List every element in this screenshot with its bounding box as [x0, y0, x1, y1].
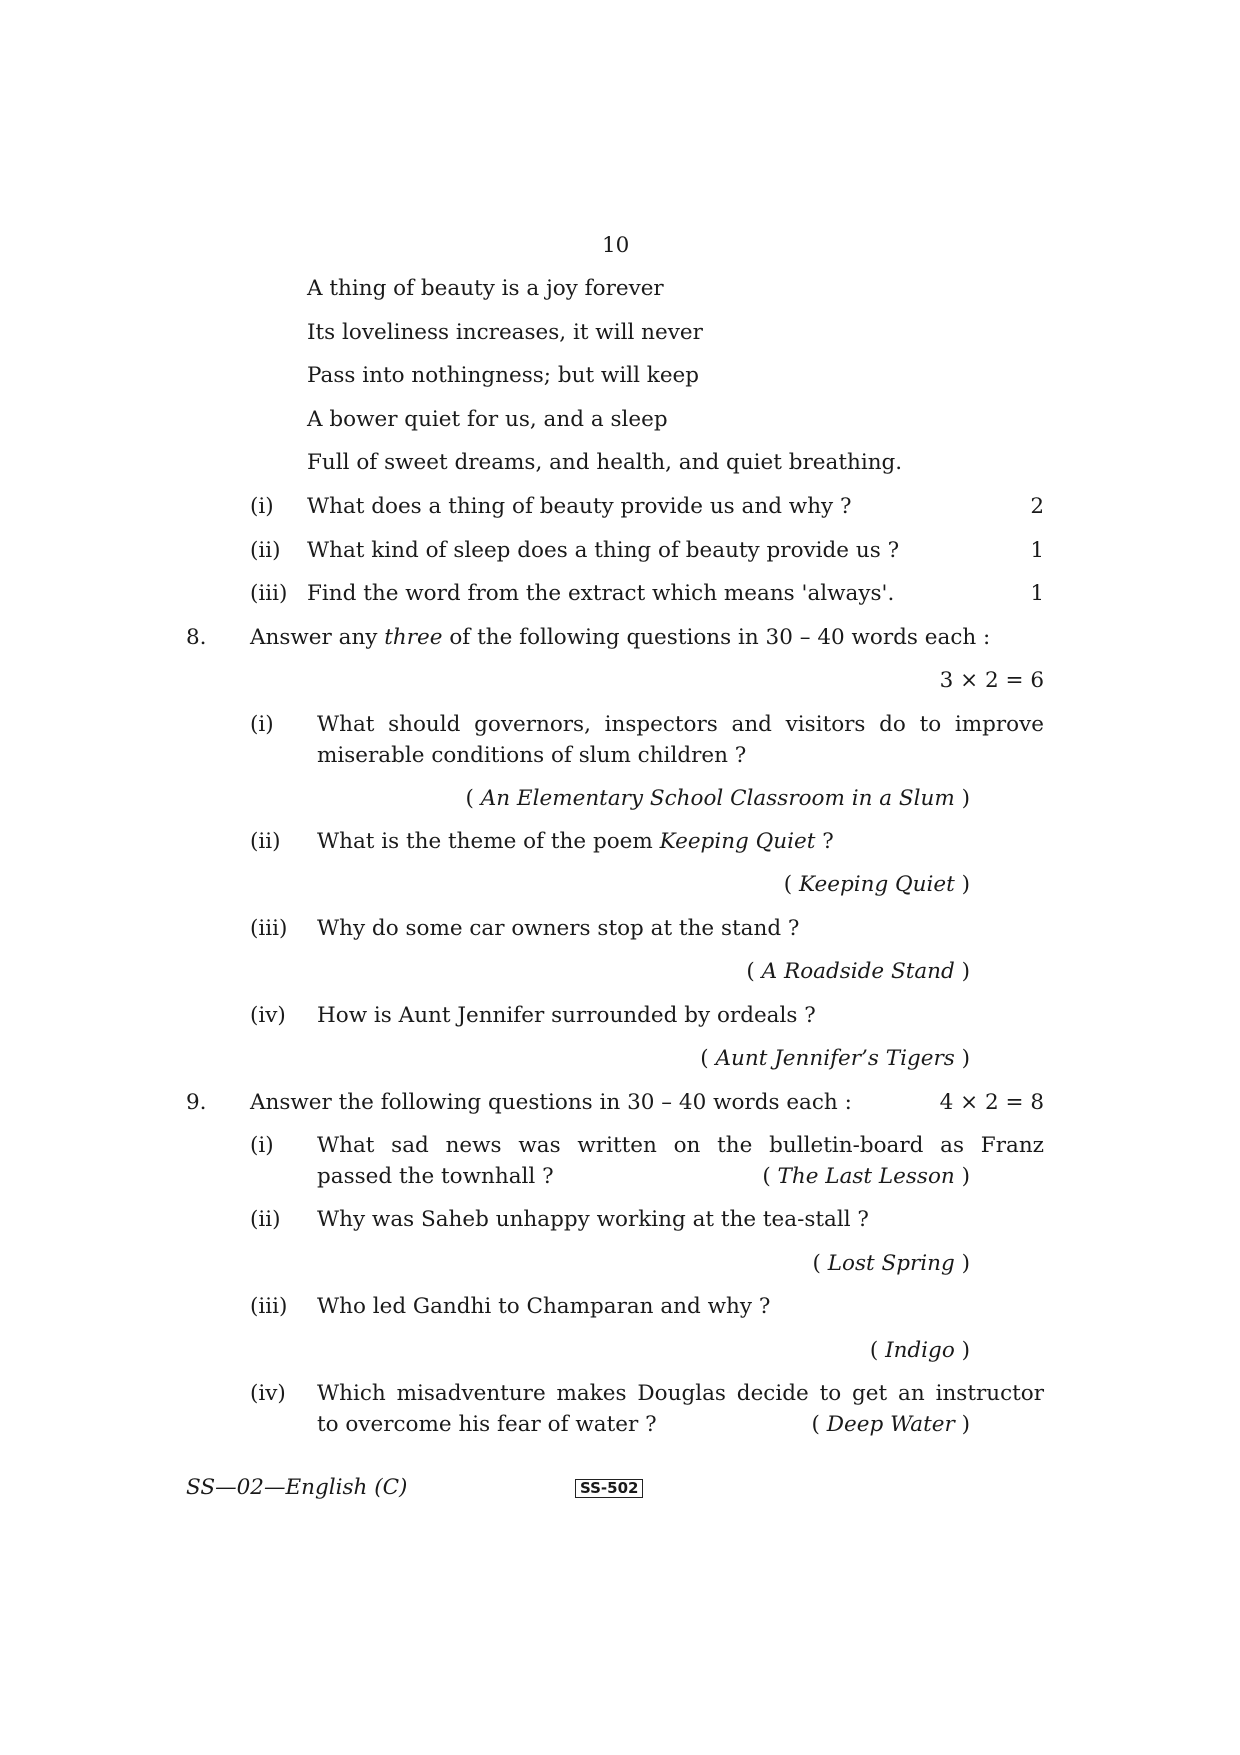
question-text: Find the word from the extract which means 'always'.	[307, 581, 895, 606]
footer-paper-code: SS—02—English (C)	[186, 1475, 408, 1500]
poem-line: Full of sweet dreams, and health, and quiet breathing.	[307, 450, 903, 475]
source-reference: ( Deep Water )	[811, 1412, 970, 1437]
question-number: (iii)	[250, 581, 288, 606]
source-reference: ( Keeping Quiet )	[783, 872, 970, 897]
page-number: 10	[602, 233, 630, 258]
question-number: (i)	[250, 494, 274, 519]
source-reference: ( Aunt Jennifer’s Tigers )	[700, 1046, 970, 1071]
subquestion-number: (i)	[250, 712, 274, 737]
question-marks: 2	[1030, 494, 1044, 519]
subquestion-text: Which misadventure makes Douglas decide to get an instructor	[317, 1381, 1044, 1406]
question-number: (ii)	[250, 538, 281, 563]
subquestion-text: What is the theme of the poem Keeping Quiet ?	[317, 829, 834, 854]
subquestion-text: How is Aunt Jennifer surrounded by ordeals ?	[317, 1003, 816, 1028]
question-intro: Answer the following questions in 30 – 40 words each :	[250, 1090, 852, 1115]
question-marks: 3 × 2 = 6	[939, 668, 1044, 693]
subquestion-number: (ii)	[250, 1207, 281, 1232]
subquestion-number: (iii)	[250, 916, 288, 941]
source-reference: ( Lost Spring )	[812, 1251, 970, 1276]
poem-line: Its loveliness increases, it will never	[307, 320, 703, 345]
question-marks: 1	[1030, 581, 1044, 606]
poem-line: A bower quiet for us, and a sleep	[307, 407, 668, 432]
subquestion-text: What sad news was written on the bulletin-board as Franz	[317, 1133, 1044, 1158]
question-marks: 4 × 2 = 8	[939, 1090, 1044, 1115]
subquestion-text: to overcome his fear of water ?	[317, 1412, 657, 1437]
question-text: What kind of sleep does a thing of beauty provide us ?	[307, 538, 900, 563]
question-intro: Answer any three of the following questions in 30 – 40 words each :	[250, 625, 991, 650]
question-number: 9.	[186, 1090, 207, 1115]
subquestion-text: Who led Gandhi to Champaran and why ?	[317, 1294, 771, 1319]
subquestion-number: (iv)	[250, 1003, 286, 1028]
subquestion-number: (i)	[250, 1133, 274, 1158]
subquestion-text: miserable conditions of slum children ?	[317, 743, 747, 768]
subquestion-text: passed the townhall ?	[317, 1164, 554, 1189]
source-reference: ( The Last Lesson )	[762, 1164, 970, 1189]
subquestion-number: (iv)	[250, 1381, 286, 1406]
source-reference: ( An Elementary School Classroom in a Slum )	[465, 786, 970, 811]
source-reference: ( Indigo )	[869, 1338, 970, 1363]
subquestion-number: (ii)	[250, 829, 281, 854]
question-text: What does a thing of beauty provide us and why ?	[307, 494, 852, 519]
poem-line: A thing of beauty is a joy forever	[307, 276, 664, 301]
question-number: 8.	[186, 625, 207, 650]
question-marks: 1	[1030, 538, 1044, 563]
footer-series-box: SS-502	[575, 1479, 643, 1498]
subquestion-number: (iii)	[250, 1294, 288, 1319]
subquestion-text: Why was Saheb unhappy working at the tea-stall ?	[317, 1207, 869, 1232]
subquestion-text: Why do some car owners stop at the stand ?	[317, 916, 800, 941]
source-reference: ( A Roadside Stand )	[746, 959, 970, 984]
subquestion-text: What should governors, inspectors and visitors do to improve	[317, 712, 1044, 737]
poem-line: Pass into nothingness; but will keep	[307, 363, 700, 388]
